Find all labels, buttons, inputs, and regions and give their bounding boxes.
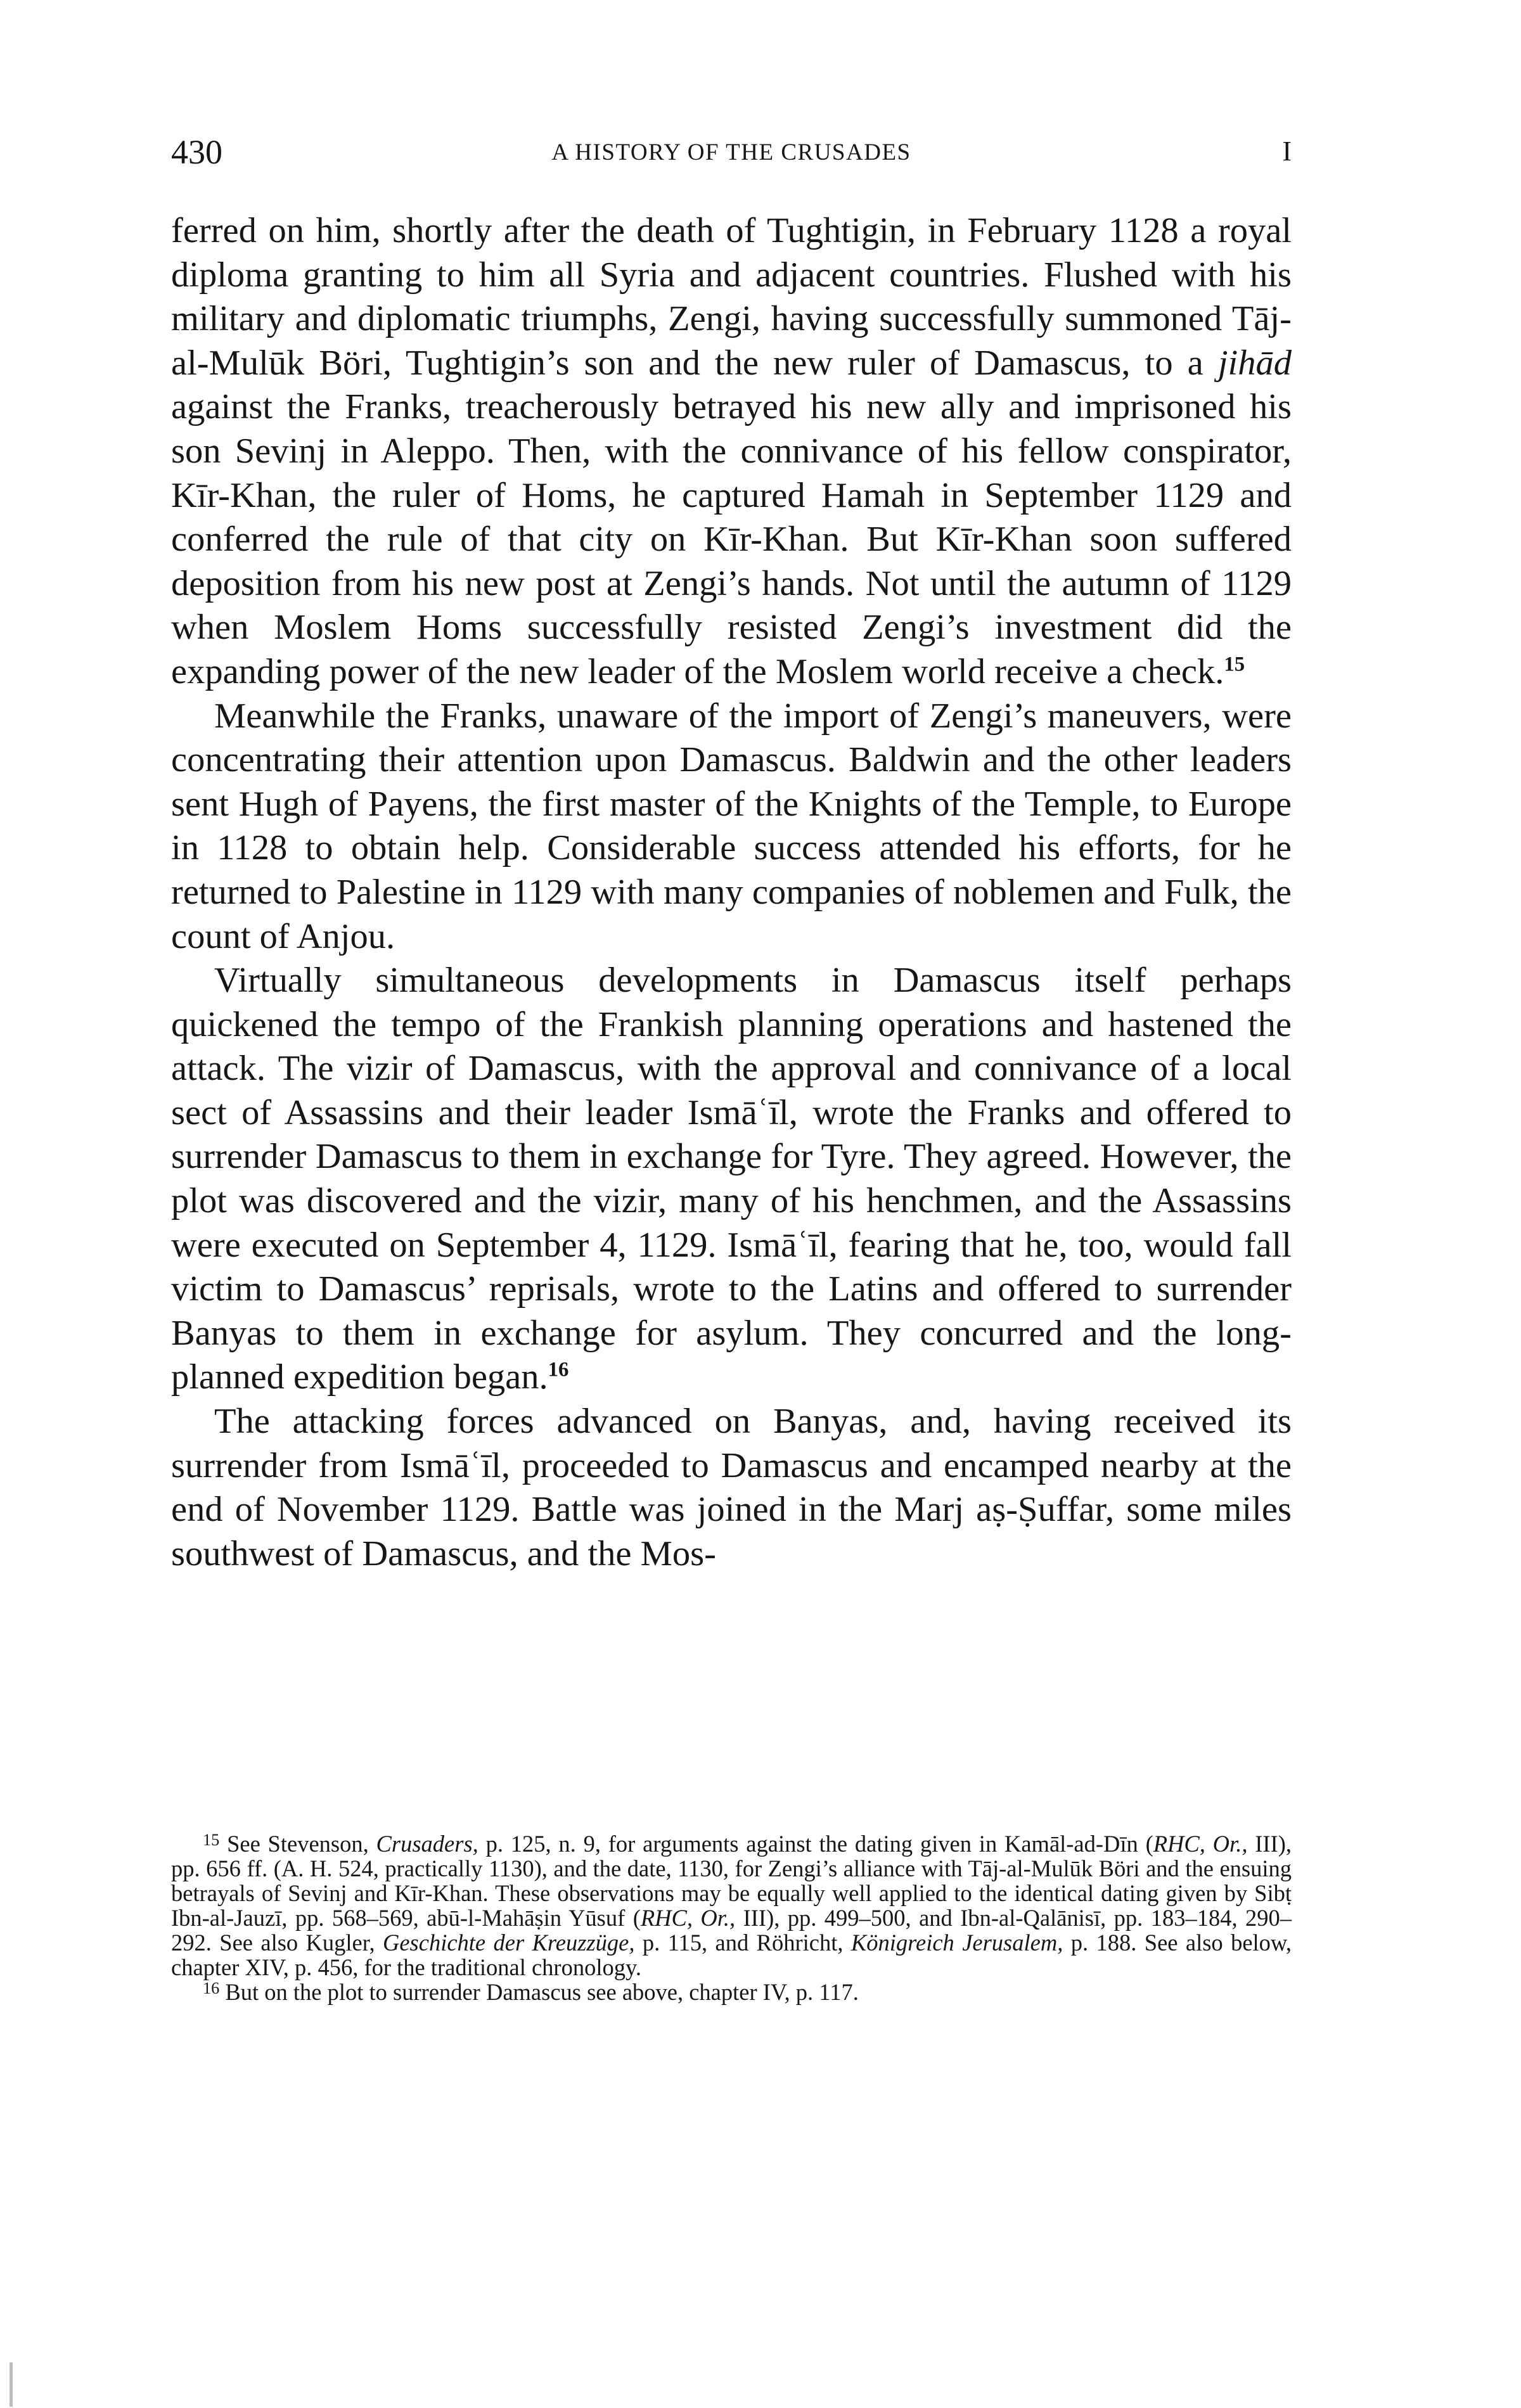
running-head xyxy=(171,133,1292,171)
footnote-15 xyxy=(171,1831,1292,1980)
footnote-15-text-4: III), pp. 499–500, and Ibn-al-Qalānisī, pp. 183–184, 290–292. See also Kugler, xyxy=(171,1905,1292,1956)
footnote-15-italic-5: Königreich Jerusalem, xyxy=(850,1930,1063,1956)
page-number: 430 xyxy=(171,133,222,171)
footnote-15-text-5: p. 115, and Röhricht, xyxy=(634,1930,851,1956)
footnote-15-mark: 15 xyxy=(203,1831,220,1850)
body-text xyxy=(171,209,1292,1576)
footnote-15-text-3: III), pp. 656 ff. (A. H. 524, practically 1130), and the date, 1130, for Zengi’s alliance with Tāj-al-Mulūk Böri and the ensuing betrayals of Sevinj and Kīr-Khan. These observations may be equally well applied to the identical dating given by Sibṭ Ibn-al-Jauzī, pp. 568–569, abū-l-Mahāṣin Yūsuf ( xyxy=(171,1831,1292,1931)
footnote-15-text-6: p. 188. See also below, chapter XIV, p. 456, for the traditional chronology. xyxy=(171,1930,1292,1980)
chapter-numeral: I xyxy=(1282,136,1292,167)
paragraph-1-italic-term: jihād xyxy=(1217,343,1292,383)
paragraph-4-text: The attacking forces advanced on Banyas, and, having received its surrender from Ismāʿīl, proceeded to Damascus and encamped nearby at the end of November 1129. Battle was joined in the Marj aṣ-Ṣuffar, some miles southwest of Damascus, and the Mos- xyxy=(171,1402,1292,1573)
footnote-15-italic-3: RHC, Or., xyxy=(640,1905,736,1931)
footnote-16 xyxy=(171,1980,1292,2004)
footnote-15-italic-4: Geschichte der Kreuzzüge, xyxy=(382,1930,635,1956)
footnote-15-text-2: p. 125, n. 9, for arguments against the dating given in Kamāl-ad-Dīn ( xyxy=(478,1831,1153,1857)
footnote-15-italic-2: RHC, Or., xyxy=(1153,1831,1248,1857)
paragraph-1-text-a: ferred on him, shortly after the death of Tughtigin, in February 1128 a royal diploma granting to him all Syria and adjacent countries. Flushed with his military and diplomatic triumphs, Zengi, having successfully summoned Tāj-al-Mulūk Böri, Tughtigin’s son and the new ruler of Damascus, to a xyxy=(171,211,1292,383)
footnote-15-italic-1: Crusaders, xyxy=(376,1831,478,1857)
paragraph-3 xyxy=(171,959,1292,1400)
paragraph-1-text-b: against the Franks, treacherously betrayed his new ally and imprisoned his son Sevinj in Aleppo. Then, with the connivance of his fellow conspirator, Kīr-Khan, the ruler of Homs, he captured Hamah in September 1129 and conferred the rule of that city on Kīr-Khan. But Kīr-Khan soon suffered deposition from his new post at Zengi’s hands. Not until the autumn of 1129 when Moslem Homs successfully resisted Zengi’s investment did the expanding power of the new leader of the Moslem world receive a check. xyxy=(171,387,1292,691)
running-title: A HISTORY OF THE CRUSADES xyxy=(551,139,911,165)
footnote-ref-16: 16 xyxy=(548,1358,569,1381)
scan-edge-mark xyxy=(10,2362,13,2407)
footnotes xyxy=(171,1831,1292,2004)
footnote-16-mark: 16 xyxy=(203,1979,220,1998)
paragraph-3-text: Virtually simultaneous developments in Damascus itself perhaps quickened the tempo of the Frankish planning operations and hastened the attack. The vizir of Damascus, with the approval and connivance of a local sect of Assassins and their leader Ismāʿīl, wrote the Franks and offered to surrender Damascus to them in exchange for Tyre. They agreed. However, the plot was discovered and the vizir, many of his henchmen, and the Assassins were executed on September 4, 1129. Ismāʿīl, fearing that he, too, would fall victim to Damascus’ reprisals, wrote to the Latins and offered to surrender Banyas to them in exchange for asylum. They concurred and the long-planned expedition began. xyxy=(171,961,1292,1397)
footnote-16-text: But on the plot to surrender Damascus see above, chapter IV, p. 117. xyxy=(219,1979,859,2005)
paragraph-2 xyxy=(171,695,1292,959)
paragraph-2-text: Meanwhile the Franks, unaware of the import of Zengi’s maneuvers, were concentrating their attention upon Damascus. Baldwin and the other leaders sent Hugh of Payens, the first master of the Knights of the Temple, to Europe in 1128 to obtain help. Considerable success attended his efforts, for he returned to Palestine in 1129 with many companies of noblemen and Fulk, the count of Anjou. xyxy=(171,696,1292,956)
paragraph-4 xyxy=(171,1400,1292,1576)
paragraph-1 xyxy=(171,209,1292,695)
footnote-15-text-1: See Stevenson, xyxy=(219,1831,376,1857)
footnote-ref-15: 15 xyxy=(1224,653,1245,676)
